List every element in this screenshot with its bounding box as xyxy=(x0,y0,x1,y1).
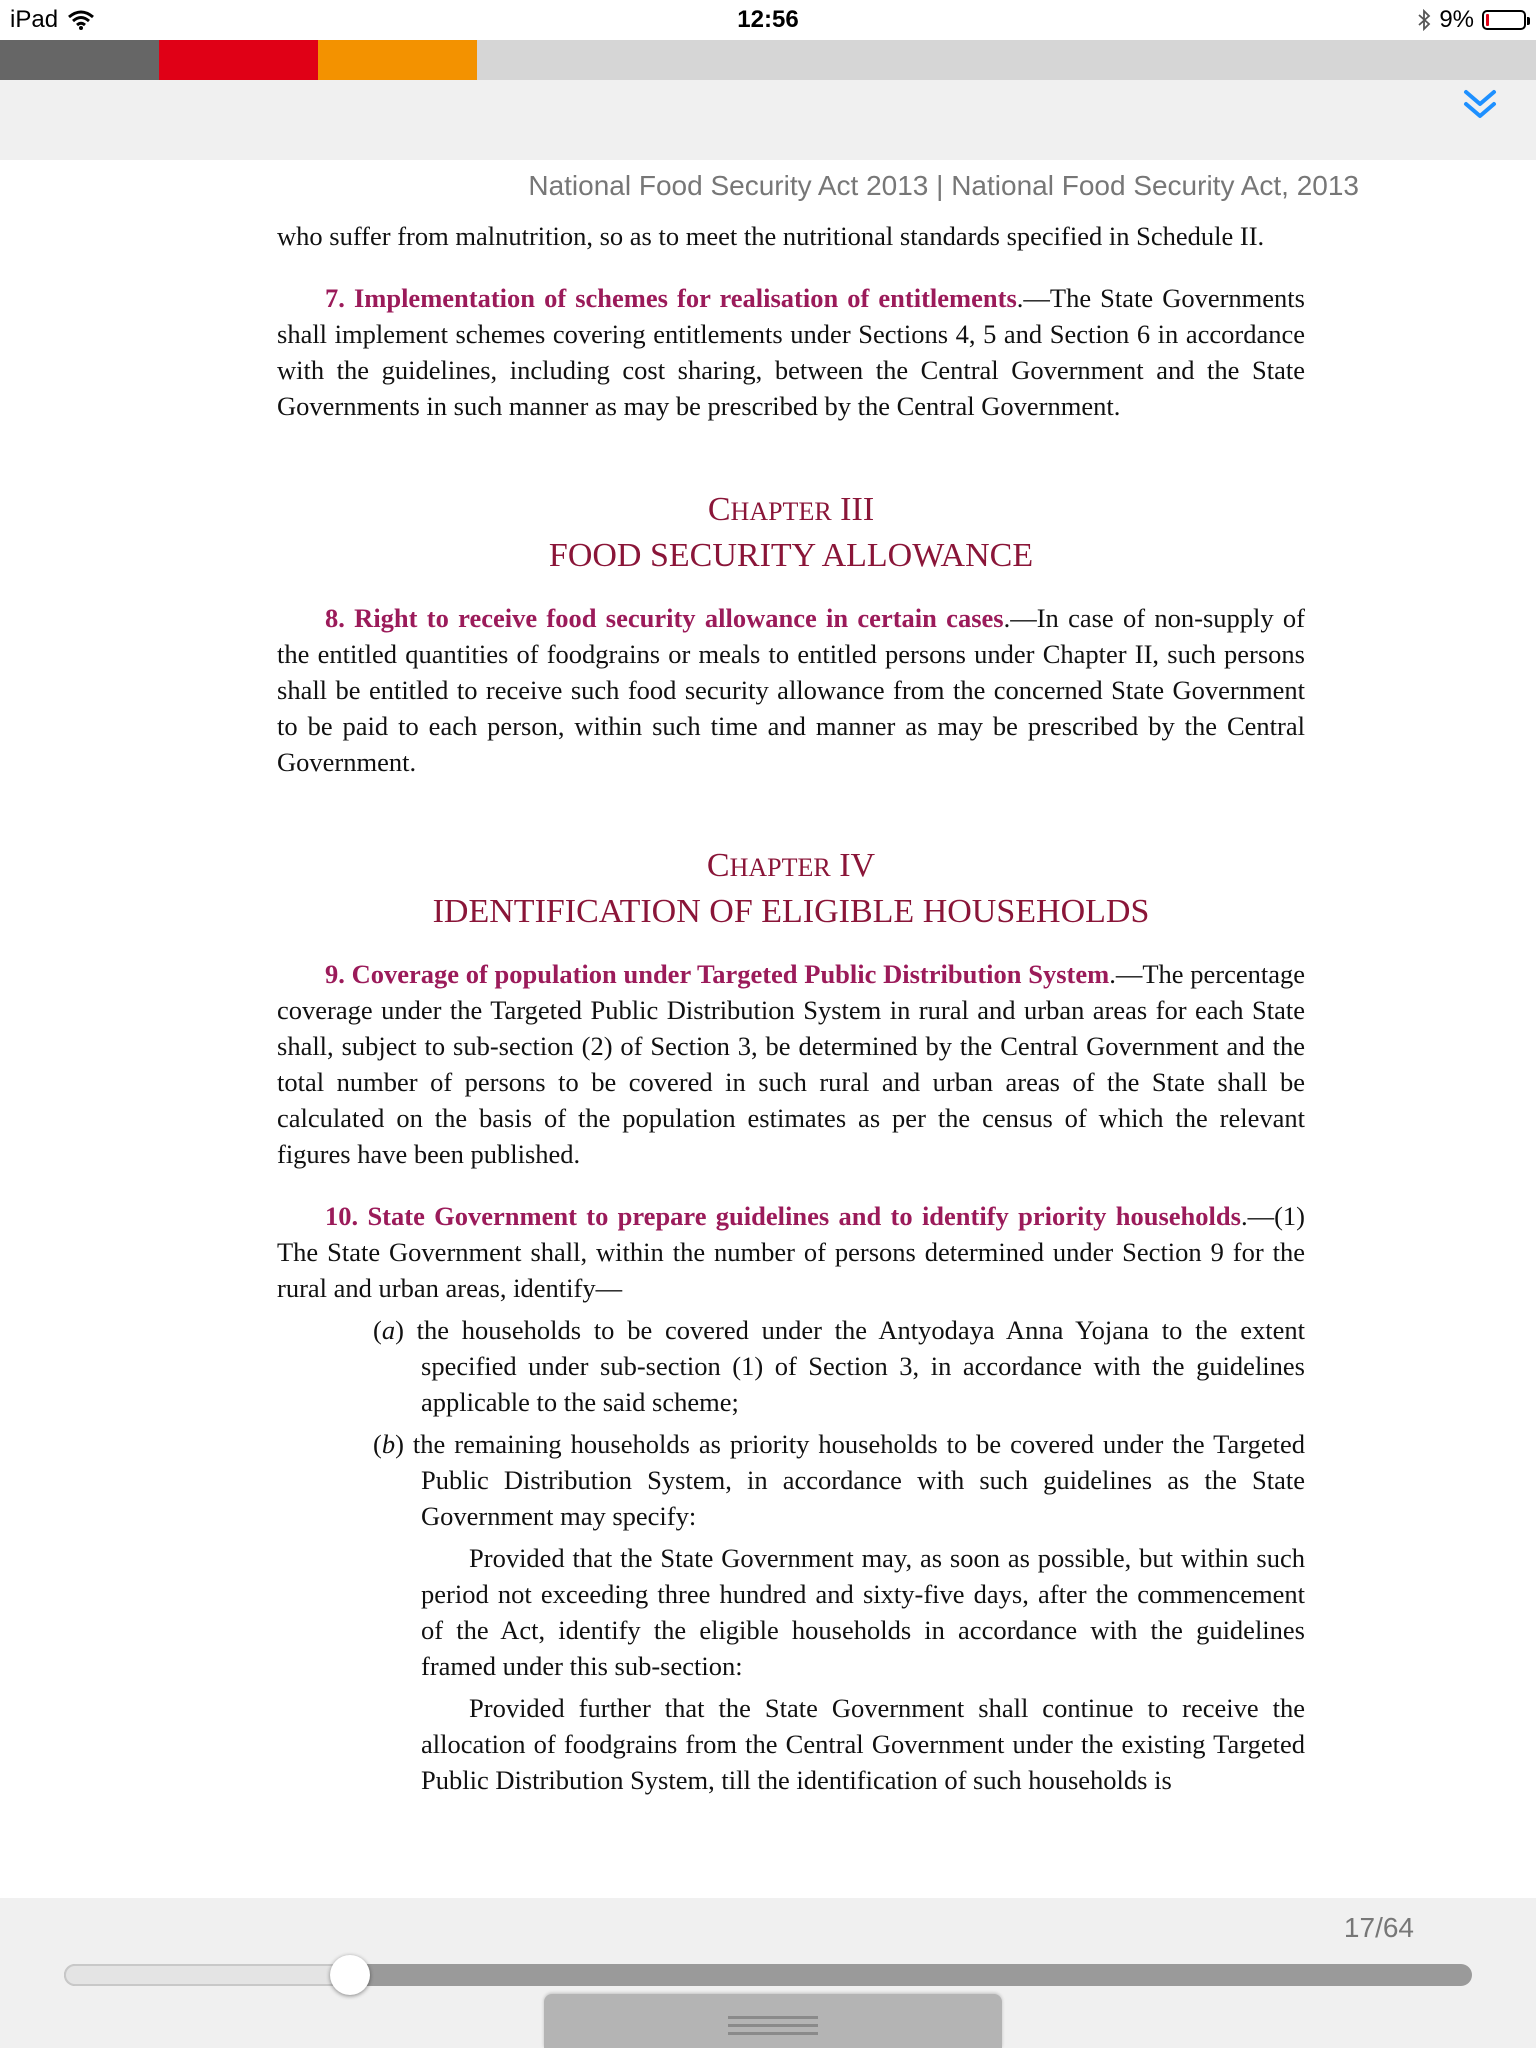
section-9-title: 9. Coverage of population under Targeted Public Distribution System xyxy=(325,959,1110,989)
section-7 xyxy=(277,280,1305,424)
section-9 xyxy=(277,956,1305,1172)
section-8-title: 8. Right to receive food security allowance in certain cases xyxy=(325,603,1004,633)
status-bar xyxy=(0,0,1536,40)
section-7-body: .—The State Governments shall implement schemes covering entitlements under Sections 4, 5 and Section 6 in accordance with the guidelines, including cost sharing, between the Central Government and the State Governments in such manner as may be prescribed by the Central Government. xyxy=(277,283,1305,421)
clause-a-marker: a xyxy=(381,1315,396,1345)
chapter-3-numeral: III xyxy=(840,491,875,528)
chapter-3-label: HAPTER xyxy=(730,497,832,526)
section-10-title: 10. State Government to prepare guidelines and to identify priority households xyxy=(325,1201,1241,1231)
clause-a-text: the households to be covered under the Antyodaya Anna Yojana to the extent specified under sub-section (1) of Section 3, in accordance with the guidelines applicable to the said scheme; xyxy=(416,1315,1305,1417)
section-10 xyxy=(277,1198,1305,1306)
double-chevron-down-icon[interactable] xyxy=(1460,84,1500,124)
page-indicator: 17/64 xyxy=(1343,1912,1414,1943)
proviso-2: Provided further that the State Government shall continue to receive the allocation of foodgrains from the Central Government under the existing Targeted Public Distribution System, till the identification of such households is xyxy=(421,1693,1305,1795)
document-page xyxy=(277,218,1305,1798)
page-slider-thumb[interactable] xyxy=(330,1955,370,1995)
color-strip-segment xyxy=(0,40,159,80)
device-label: iPad xyxy=(10,6,59,33)
proviso-1: Provided that the State Government may, as soon as possible, but within such period not exceeding three hundred and sixty-five days, after the commencement of the Act, identify the eligible households in accordance with the guidelines framed under this sub-section: xyxy=(421,1543,1305,1681)
clause-b: (b) the remaining households as priority households to be covered under the Targeted Public Distribution System, in accordance with such guidelines as the State Government may specify: xyxy=(373,1429,1306,1531)
section-7-title: 7. Implementation of schemes for realisation of entitlements xyxy=(325,283,1017,313)
section-9-body: .—The percentage coverage under the Targeted Public Distribution System in rural and urban areas for each State shall, subject to sub-section (2) of Section 3, be determined by the Central Government and the total number of persons to be covered in such rural and urban areas of the State shall be calculated on the basis of the population estimates as per the census of which the relevant figures have been published. xyxy=(277,959,1306,1169)
chapter-4-number xyxy=(277,844,1305,890)
color-strip-segment xyxy=(318,40,477,80)
page-slider[interactable] xyxy=(64,1964,1472,1986)
clause-b-marker: b xyxy=(381,1429,396,1459)
progress-color-strip xyxy=(0,40,1536,80)
status-bar-right xyxy=(1417,6,1526,34)
chapter-3-number xyxy=(277,488,1305,534)
clause-b-text: the remaining households as priority households to be covered under the Targeted Public Distribution System, in accordance with such guidelines as the State Government may specify: xyxy=(412,1429,1306,1531)
drawer-handle[interactable] xyxy=(544,1994,1002,2048)
chapter-4-heading xyxy=(277,844,1305,934)
intro-paragraph: who suffer from malnutrition, so as to meet the nutritional standards specified in Schedule II. xyxy=(277,221,1265,251)
chapter-3-initial: C xyxy=(707,491,731,528)
running-head: National Food Security Act 2013 | National Food Security Act, 2013 xyxy=(528,170,1359,201)
grip-icon xyxy=(728,2016,818,2040)
bluetooth-icon xyxy=(1417,9,1431,31)
section-8-body: .—In case of non-supply of the entitled quantities of foodgrains or meals to entitled persons under Chapter II, such persons shall be entitled to receive such food security allowance from the concerned State Government to be paid to each person, within such time and manner as may be prescribed by the Central Government. xyxy=(277,603,1305,777)
battery-percent: 9% xyxy=(1439,6,1474,33)
chapter-4-title: IDENTIFICATION OF ELIGIBLE HOUSEHOLDS xyxy=(432,893,1150,930)
battery-icon xyxy=(1482,10,1526,30)
clause-a: (a) the households to be covered under the Antyodaya Anna Yojana to the extent specified under sub-section (1) of Section 3, in accordance with the guidelines applicable to the said scheme; xyxy=(373,1315,1305,1417)
section-10-body: .—(1) The State Government shall, within the number of persons determined under Section 9 for the rural and urban areas, identify— xyxy=(277,1201,1305,1303)
page-slider-progress xyxy=(64,1964,350,1986)
reader-toolbar xyxy=(0,40,1536,160)
chapter-4-initial: C xyxy=(706,847,730,884)
chapter-4-label: HAPTER xyxy=(729,853,831,882)
color-strip-segment xyxy=(159,40,318,80)
chapter-3-heading xyxy=(277,488,1305,578)
section-8 xyxy=(277,600,1305,780)
status-bar-time: 12:56 xyxy=(737,6,799,33)
battery-level-fill xyxy=(1486,14,1489,26)
chapter-4-numeral: IV xyxy=(839,847,876,884)
chapter-3-title: FOOD SECURITY ALLOWANCE xyxy=(548,537,1034,574)
